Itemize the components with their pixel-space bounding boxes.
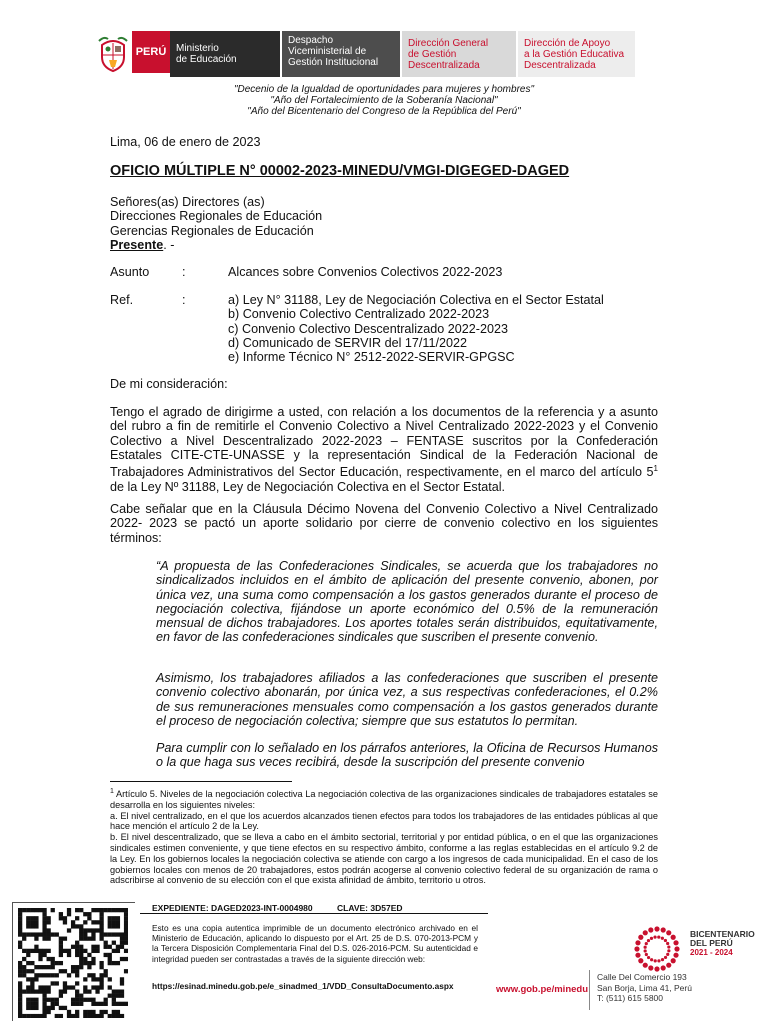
bicentenario-years: 2021 - 2024 (690, 948, 733, 957)
subject-label: Asunto (110, 265, 150, 279)
footnote-text: Artículo 5. Niveles de la negociación colectiva La negociación colectiva de las organizaciones sindicales de trabajadores estatales se desarrolla en los siguientes niveles: (110, 789, 658, 810)
verification-url[interactable]: https://esinad.minedu.gob.pe/e_sinadmed_1/VDD_ConsultaDocumento.aspx (152, 981, 454, 991)
addressees (110, 195, 610, 252)
footnote (110, 787, 658, 886)
clave-code: CLAVE: 3D57ED (337, 903, 403, 913)
paragraph-1-tail: de la Ley Nº 31188, Ley de Negociación Colectiva en el Sector Estatal. (110, 479, 506, 494)
country-label: PERÚ (132, 31, 170, 73)
qr-code-icon (18, 908, 128, 1018)
addressee-line: Gerencias Regionales de Educación (110, 223, 314, 238)
address-line: Calle Del Comercio 193 (597, 972, 687, 982)
bicentenario-text (690, 930, 755, 957)
subject-colon: : (182, 265, 186, 279)
office-line: a la Gestión Educativa (524, 49, 625, 60)
bicentenario-emblem (628, 920, 686, 978)
motto: "Decenio de la Igualdad de oportunidades para mujeres y hombres" (233, 84, 535, 95)
place-date: Lima, 06 de enero de 2023 (110, 135, 261, 149)
office-line: Descentralizada (524, 60, 596, 71)
office-line: de Gestión (408, 49, 457, 60)
reference-item: b) Convenio Colectivo Centralizado 2022-2023 (228, 307, 490, 322)
paragraph-1-text: Tengo el agrado de dirigirme a usted, con relación a los documentos de la referencia y a asunto del rubro a fin de remitirle el Convenio Colectivo a Nivel Centralizado 2022-2023 y el Convenio Colectivo a Nivel Descentralizado 2022-2023 – FENTASE suscritos por la Confederación Estatales CITE-CTE-UNASSE y la representación Sindical de la Federación Nacional de Trabajadores Administrativos del Sector Educación, respectivamente, en el marco del artículo 5 (110, 405, 658, 480)
header-banner (96, 31, 635, 77)
qr-code-graphic (18, 908, 128, 1018)
address-line: San Borja, Lima 41, Perú (597, 982, 692, 993)
reference-colon: : (182, 293, 186, 307)
reference-list (228, 293, 604, 364)
bicentenario-line: BICENTENARIO (690, 929, 755, 939)
reference-label: Ref. (110, 293, 134, 307)
footnote-ref: 1 (653, 464, 658, 474)
footnote-separator (110, 781, 292, 782)
footnote-mark: 1 (110, 788, 114, 795)
expediente-line (152, 903, 403, 913)
footnote-line: a. El nivel centralizado, en el que los acuerdos alcanzados tienen efectos para todos los trabajadores de las entidades públicas al que hace mención el artículo 2 de la Ley. (110, 810, 658, 832)
office-line: Viceministerial de (288, 46, 367, 57)
motto: "Año del Bicentenario del Congreso de la República del Perú" (247, 106, 521, 117)
coat-of-arms-icon (96, 34, 130, 74)
document-title: OFICIO MÚLTIPLE N° 00002-2023-MINEDU/VMGI-DIGEGED-DAGED (110, 163, 570, 179)
quote-paragraph-1: “A propuesta de las Confederaciones Sindicales, se acuerda que los trabajadores no sindicalizados incluidos en el ámbito de aplicación del presente convenio, abonen, por única vez, una suma como compensación a los gastos generados durante el proceso de negociación colectiva, fijándose un aporte económico del 0.5% de la remuneración mensual de dichos trabajadores. Los aportes totales serán distribuidos, equitativamente, en favor de las confederaciones sindicales que suscriben el presente convenio. (156, 559, 658, 645)
bicentenario-logo-icon (628, 920, 686, 983)
reference-item: c) Convenio Colectivo Descentralizado 2022-2023 (228, 321, 509, 336)
office-block-vmgi (282, 31, 400, 77)
address-line: T: (511) 615 5800 (597, 993, 663, 1003)
presente-label: Presente (110, 237, 164, 252)
footnote-line: b. El nivel descentralizado, que se lleva a cabo en el ámbito sectorial, territorial y por entidad pública, o en el que las organizaciones sindicales estimen conveniente, y que tiene efectos en su respectivo ámbito, conforme a las reglas establecidas en el artículo 9.2 de la Ley. En los gobiernos locales la negociación colectiva se atiende con cargo a los ingresos de cada municipalidad. En el caso de los gobiernos locales con menos de 20 trabajadores, estos podrán acogerse al convenio colectivo federal de su organización de rama o adscribirse al convenio de su elección con el que exista afinidad de ámbito, territorio u otros. (110, 832, 658, 886)
addressee-line: Señores(as) Directores (as) (110, 195, 265, 209)
website-link[interactable]: www.gob.pe/minedu (496, 984, 589, 995)
verification-text: Esto es una copia autentica imprimible de un documento electrónico archivado en el Ministerio de Educación, aplicando lo dispuesto por el Art. 25 de D.S. 070-2013-PCM y la Tercera Disposición Complementaria Final del D.S. 026-2016-PCM. Su autenticidad e integridad pueden ser contrastadas a través de la siguiente dirección web: (152, 923, 478, 964)
motto: "Año del Fortalecimiento de la Soberanía Nacional" (270, 95, 498, 106)
ministry-block (170, 31, 280, 77)
reference-item: a) Ley N° 31188, Ley de Negociación Colectiva en el Sector Estatal (228, 293, 604, 307)
addressee-line: Direcciones Regionales de Educación (110, 209, 323, 224)
office-line: Dirección de Apoyo (524, 38, 611, 49)
footer-rule (140, 913, 488, 914)
office-line: Despacho (288, 35, 334, 46)
office-line: Dirección General (408, 38, 489, 49)
office-block-daged (518, 31, 635, 77)
office-block-digeged (402, 31, 516, 77)
presente-suffix: . - (163, 237, 175, 252)
expediente-number: EXPEDIENTE: DAGED2023-INT-0004980 (152, 903, 313, 913)
subject-value: Alcances sobre Convenios Colectivos 2022-2023 (228, 265, 503, 279)
footnote-line (110, 787, 658, 811)
reference-item: d) Comunicado de SERVIR del 17/11/2022 (228, 335, 467, 350)
office-line: Gestión Institucional (288, 57, 379, 68)
ministry-line: Ministerio (176, 43, 219, 54)
reference-item: e) Informe Técnico N° 2512-2022-SERVIR-GPGSC (228, 350, 515, 365)
presente-line (110, 238, 610, 252)
greeting: De mi consideración: (110, 377, 228, 391)
ministry-line: de Educación (176, 54, 237, 65)
quote-paragraph-2: Asimismo, los trabajadores afiliados a las confederaciones que suscriben el presente convenio colectivo abonarán, por única vez, a sus respectivas confederaciones, el 0.2% de sus remuneraciones mensuales como compensación a los gastos generados durante el proceso de negociación colectiva; siempre que sus estatutos lo permitan. (156, 671, 658, 728)
office-line: Descentralizada (408, 60, 480, 71)
footer-divider (589, 970, 590, 1010)
paragraph-1 (110, 405, 658, 494)
bicentenario-line: DEL PERÚ (690, 938, 733, 948)
quote-paragraph-3: Para cumplir con lo señalado en los párrafos anteriores, la Oficina de Recursos Humanos o la que haga sus veces recibirá, desde la suscripción del presente convenio (156, 741, 658, 770)
paragraph-2: Cabe señalar que en la Cláusula Décimo Novena del Convenio Colectivo a Nivel Centralizado 2022- 2023 se pactó un aporte solidario por cierre de convenio colectivo en los siguientes términos: (110, 502, 658, 545)
year-mottos (0, 84, 768, 117)
